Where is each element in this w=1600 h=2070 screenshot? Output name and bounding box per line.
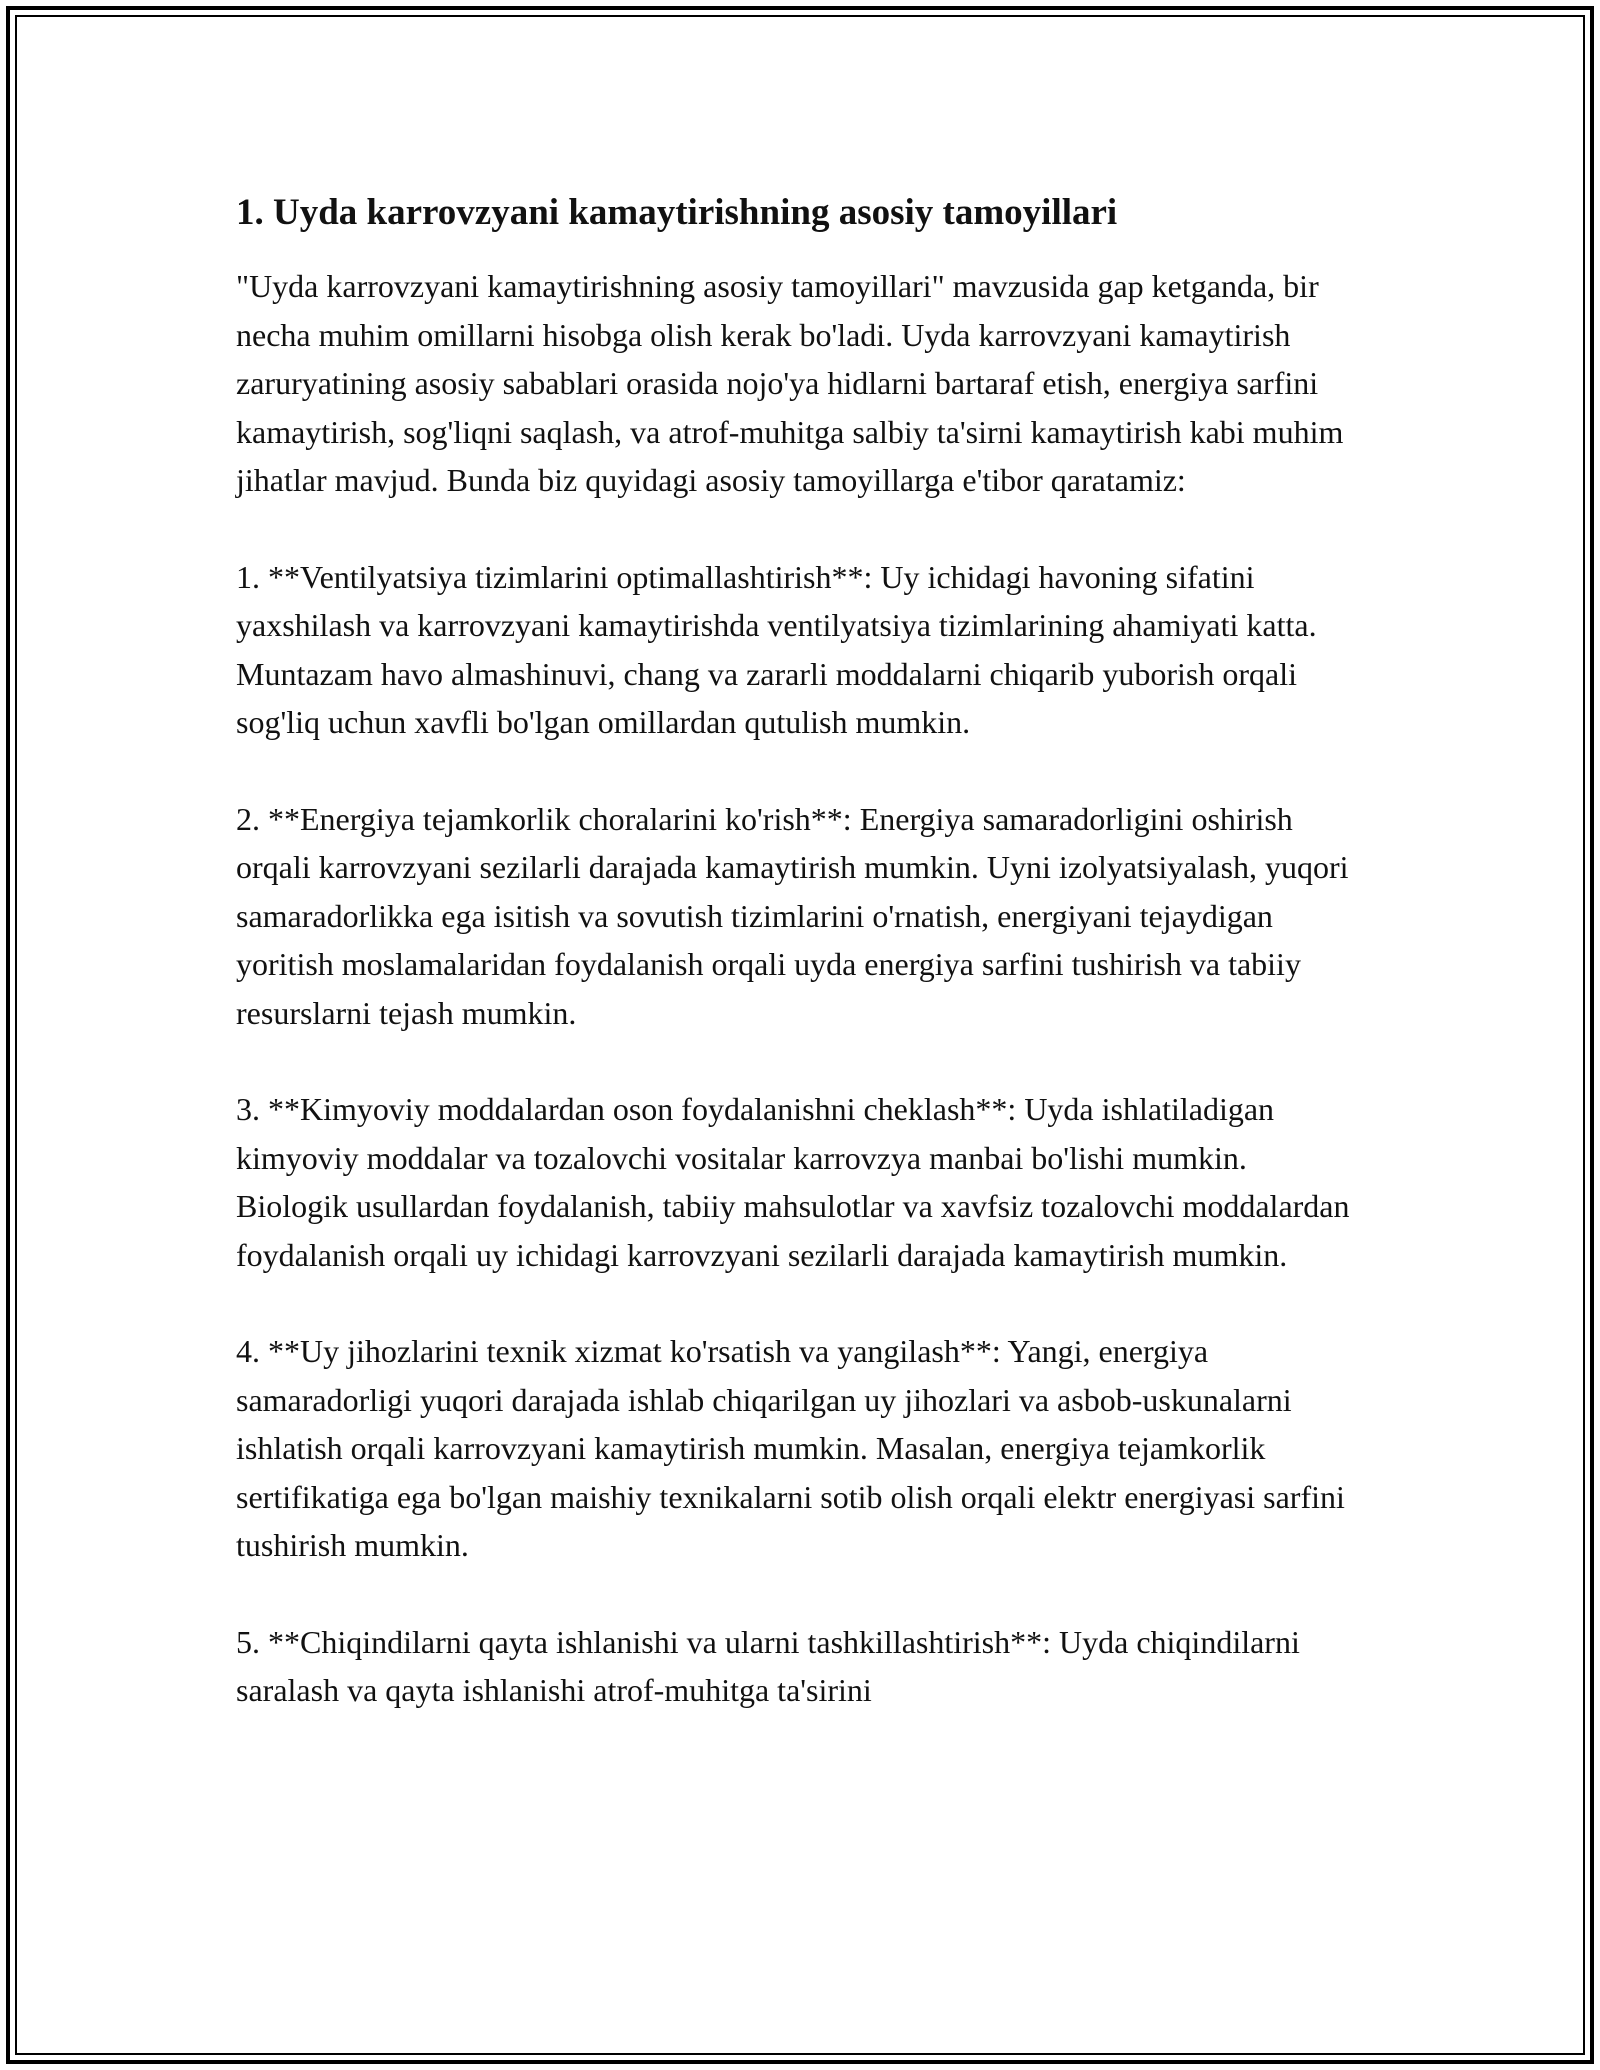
list-item: 5. **Chiqindilarni qayta ishlanishi va ularni tashkillashtirish**: Uyda chiqindilarni saralash va qayta ishlanishi atrof-muhitga ta'sirini <box>236 1623 1300 1708</box>
intro-paragraph: "Uyda karrovzyani kamaytirishning asosiy tamoyillari" mavzusida gap ketganda, bir necha muhim omillarni hisobga olish kerak bo'ladi. Uyda karrovzyani kamaytirish zaruryatining asosiy sabablari orasida nojo'ya hidlarni bartaraf etish, energiya sarfini kamaytirish, sog'liqni saqlash, va atrof-muhitga salbiy ta'sirni kamaytirish kabi muhim jihatlar mavjud. Bunda biz quyidagi asosiy tamoyillarga e'tibor qaratamiz: <box>236 268 1344 498</box>
list-item: 2. **Energiya tejamkorlik choralarini ko'rish**: Energiya samaradorligini oshirish orqali karrovzyani sezilarli darajada kamaytirish mumkin. Uyni izolyatsiyalash, yuqori samaradorlikka ega isitish va sovutish tizimlarini o'rnatish, energiyani tejaydigan yoritish moslamalaridan foydalanish orqali uyda energiya sarfini tushirish va tabiiy resurslarni tejash mumkin. <box>236 800 1349 1031</box>
list-item: 1. **Ventilyatsiya tizimlarini optimallashtirish**: Uy ichidagi havoning sifatini yaxshilash va karrovzyani kamaytirishda ventilyatsiya tizimlarining ahamiyati katta. Muntazam havo almashinuvi, chang va zararli moddalarni chiqarib yuborish orqali sog'liq uchun xavfli bo'lgan omillardan qutulish mumkin. <box>236 558 1317 740</box>
list-item: 4. **Uy jihozlarini texnik xizmat ko'rsatish va yangilash**: Yangi, energiya samaradorligi yuqori darajada ishlab chiqarilgan uy jihozlari va asbob-uskunalarni ishlatish orqali karrovzyani kamaytirish mumkin. Masalan, energiya tejamkorlik sertifikatiga ega bo'lgan maishiy texnikalarni sotib olish orqali elektr energiyasi sarfini tushirish mumkin. <box>236 1333 1345 1563</box>
page-title: 1. Uyda karrovzyani kamaytirishning asosiy tamoyillari <box>236 192 1118 233</box>
list-item: 3. **Kimyoviy moddalardan oson foydalanishni cheklash**: Uyda ishlatiladigan kimyoviy moddalar va tozalovchi vositalar karrovzya manbai bo'lishi mumkin. Biologik usullardan foydalanish, tabiiy mahsulotlar va xavfsiz tozalovchi moddalardan foydalanish orqali uy ichidagi karrovzyani sezilarli darajada kamaytirish mumkin. <box>236 1091 1350 1273</box>
document-body <box>236 186 1366 1763</box>
